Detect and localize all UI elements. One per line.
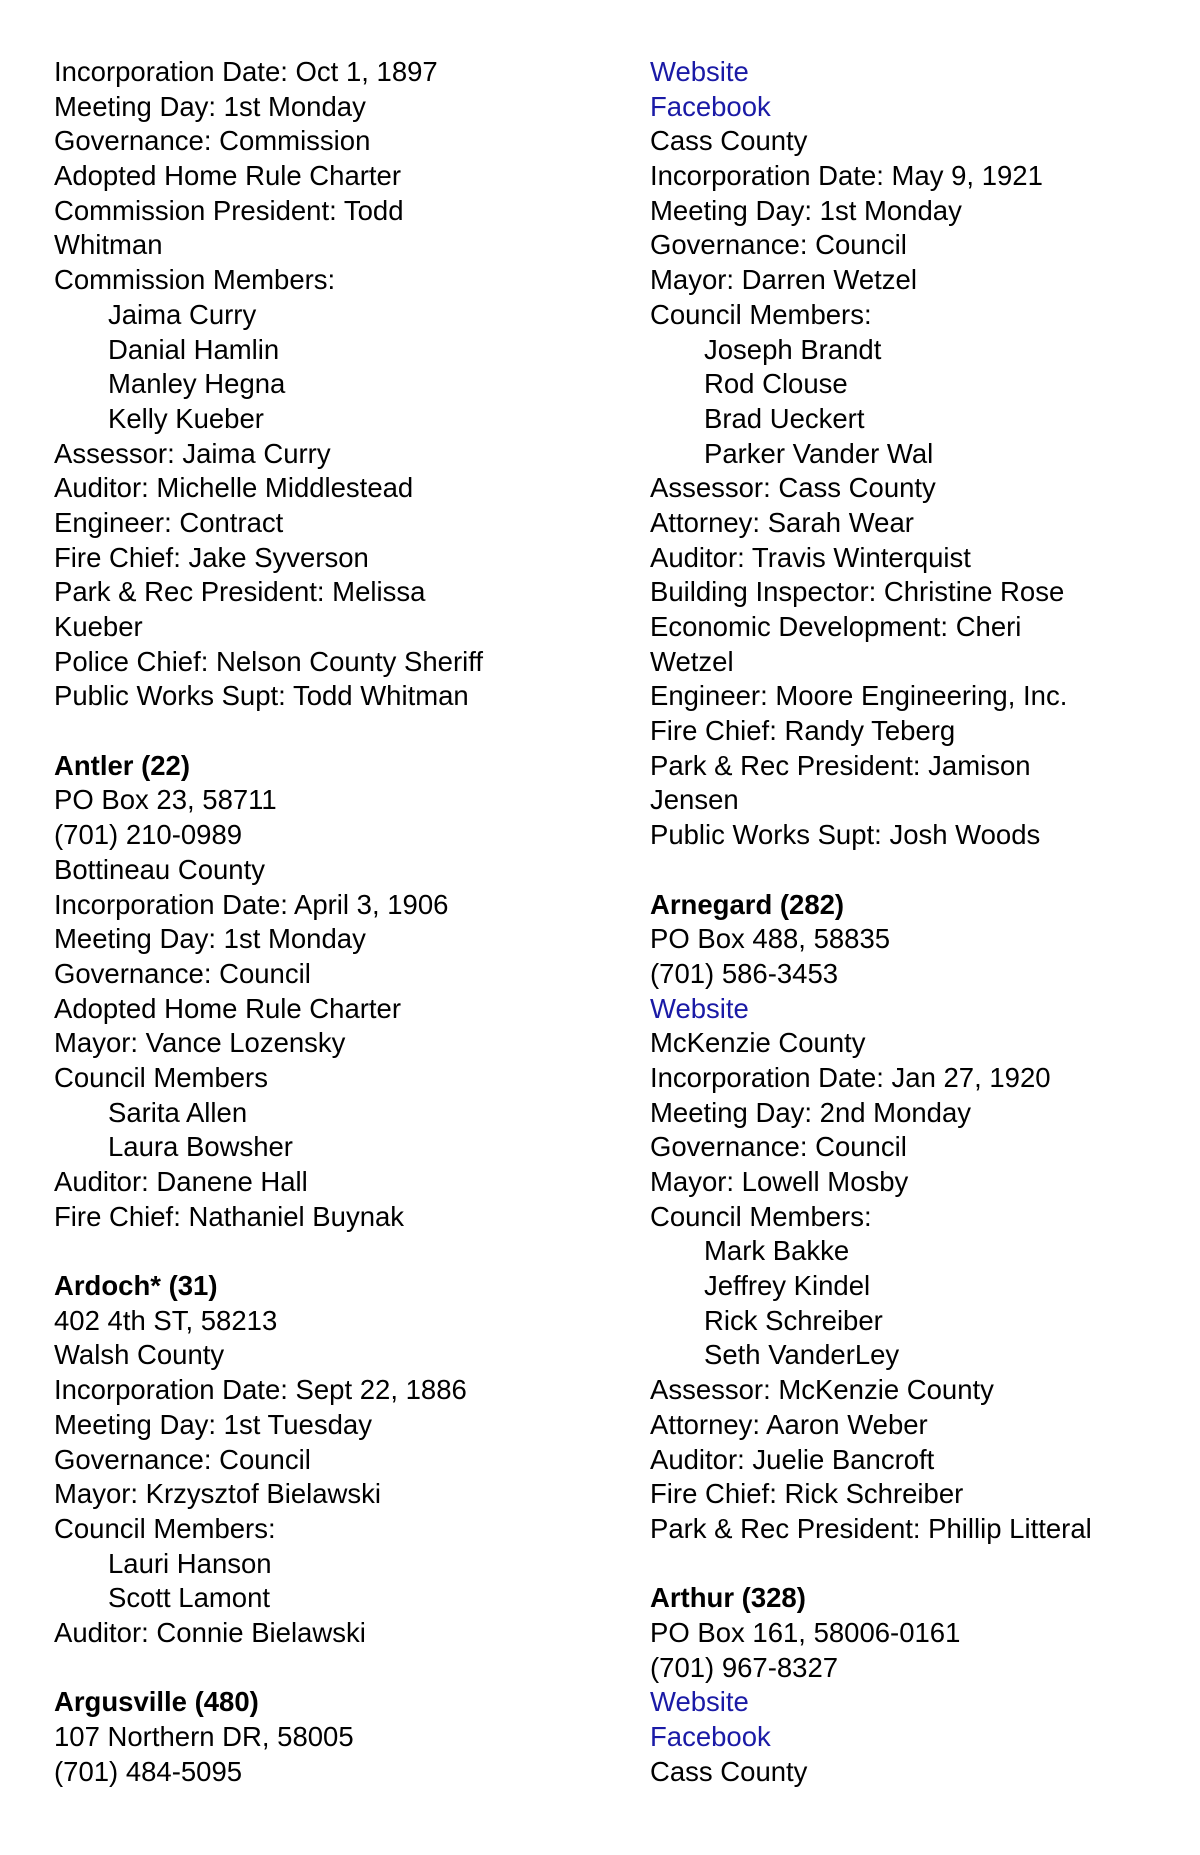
spacer <box>650 1547 1190 1582</box>
directory-line: 107 Northern DR, 58005 <box>54 1721 354 1752</box>
directory-line: Council Members: <box>54 1512 276 1544</box>
member-name: Scott Lamont <box>108 1582 271 1614</box>
directory-line: 402 4th ST, 58213 <box>54 1304 278 1336</box>
city-heading-ardoch-31: Ardoch* (31) <box>54 1270 218 1302</box>
facebook-link[interactable]: Facebook <box>650 1721 771 1752</box>
directory-line: Governance: Council <box>650 229 907 261</box>
member-name: Parker Vander Wal <box>704 437 934 469</box>
directory-line: PO Box 23, 58711 <box>54 784 277 816</box>
spacer <box>54 1234 614 1269</box>
directory-line: Auditor: Travis Winterquist <box>650 541 971 573</box>
spacer <box>54 1651 614 1686</box>
member-name: Danial Hamlin <box>108 333 280 365</box>
member-name: Rick Schreiber <box>704 1304 883 1336</box>
directory-line: Adopted Home Rule Charter <box>54 160 401 192</box>
directory-line: Auditor: Juelie Bancroft <box>650 1443 935 1475</box>
directory-line: Engineer: Moore Engineering, Inc. <box>650 680 1068 712</box>
website-link[interactable]: Website <box>650 56 749 87</box>
directory-line: Governance: Council <box>650 1131 907 1163</box>
directory-line: Mayor: Vance Lozensky <box>54 1027 346 1059</box>
member-name: Jaima Curry <box>108 298 257 330</box>
left-column <box>54 55 614 1789</box>
directory-line: Governance: Commission <box>54 125 371 157</box>
city-heading-arthur-328: Arthur (328) <box>650 1582 806 1614</box>
directory-line: Police Chief: Nelson County Sheriff <box>54 645 484 677</box>
directory-line: (701) 967-8327 <box>650 1651 839 1683</box>
directory-line: Attorney: Sarah Wear <box>650 506 914 538</box>
directory-line: (701) 586-3453 <box>650 957 839 989</box>
directory-line: Meeting Day: 1st Monday <box>650 194 962 226</box>
directory-line: Commission President: Todd <box>54 194 404 226</box>
directory-line: Fire Chief: Nathaniel Buynak <box>54 1200 405 1232</box>
directory-line: Fire Chief: Randy Teberg <box>650 715 956 747</box>
directory-line: Meeting Day: 1st Tuesday <box>54 1408 372 1440</box>
directory-line: Council Members: <box>650 1200 872 1232</box>
directory-line: Park & Rec President: Jamison <box>650 749 1031 781</box>
member-name: Jeffrey Kindel <box>704 1270 871 1302</box>
directory-line: Incorporation Date: Sept 22, 1886 <box>54 1374 467 1406</box>
directory-line: Council Members: <box>650 298 872 330</box>
directory-line: Assessor: Jaima Curry <box>54 437 331 469</box>
facebook-link[interactable]: Facebook <box>650 90 771 122</box>
directory-line: Walsh County <box>54 1339 225 1371</box>
directory-line: Cass County <box>650 1755 808 1787</box>
directory-line: Council Members <box>54 1061 268 1093</box>
directory-line: Auditor: Connie Bielawski <box>54 1616 366 1648</box>
directory-line: Incorporation Date: Jan 27, 1920 <box>650 1061 1051 1093</box>
directory-line: Park & Rec President: Melissa <box>54 576 426 608</box>
directory-line: Auditor: Michelle Middlestead <box>54 472 414 504</box>
city-heading-arnegard-282: Arnegard (282) <box>650 888 845 920</box>
directory-line: Assessor: McKenzie County <box>650 1374 994 1406</box>
directory-line: Governance: Council <box>54 957 311 989</box>
member-name: Sarita Allen <box>108 1096 248 1128</box>
directory-line: Whitman <box>54 229 163 261</box>
directory-line: Incorporation Date: April 3, 1906 <box>54 888 449 920</box>
directory-line: Incorporation Date: May 9, 1921 <box>650 160 1043 192</box>
member-name: Seth VanderLey <box>704 1339 900 1371</box>
directory-line: Assessor: Cass County <box>650 472 936 504</box>
directory-line: Mayor: Darren Wetzel <box>650 264 917 296</box>
directory-line: Adopted Home Rule Charter <box>54 992 401 1024</box>
right-column <box>650 55 1190 1789</box>
directory-line: Governance: Council <box>54 1443 311 1475</box>
spacer <box>650 853 1190 888</box>
directory-line: Wetzel <box>650 645 734 677</box>
directory-line: Incorporation Date: Oct 1, 1897 <box>54 56 438 87</box>
spacer <box>54 714 614 749</box>
directory-line: Fire Chief: Rick Schreiber <box>650 1478 964 1510</box>
directory-line: Building Inspector: Christine Rose <box>650 576 1065 608</box>
member-name: Brad Ueckert <box>704 402 865 434</box>
directory-line: Cass County <box>650 125 808 157</box>
member-name: Kelly Kueber <box>108 402 264 434</box>
directory-line: Mayor: Lowell Mosby <box>650 1166 909 1197</box>
directory-line: Meeting Day: 1st Monday <box>54 923 366 955</box>
directory-line: Meeting Day: 1st Monday <box>54 90 366 122</box>
website-link[interactable]: Website <box>650 992 749 1024</box>
directory-line: Kueber <box>54 611 143 642</box>
member-name: Mark Bakke <box>704 1235 850 1267</box>
city-heading-antler-22: Antler (22) <box>54 749 190 781</box>
directory-line: Public Works Supt: Todd Whitman <box>54 680 469 712</box>
directory-line: Meeting Day: 2nd Monday <box>650 1096 972 1128</box>
directory-line: Engineer: Contract <box>54 506 284 538</box>
directory-line: Economic Development: Cheri <box>650 611 1022 642</box>
directory-line: Public Works Supt: Josh Woods <box>650 819 1041 851</box>
directory-line: (701) 484-5095 <box>54 1755 243 1787</box>
member-name: Manley Hegna <box>108 368 286 400</box>
city-heading-argusville-480: Argusville (480) <box>54 1686 259 1718</box>
directory-line: Jensen <box>650 784 739 816</box>
directory-line: Bottineau County <box>54 853 265 885</box>
directory-line: (701) 210-0989 <box>54 819 243 851</box>
directory-line: Commission Members: <box>54 264 336 296</box>
member-name: Rod Clouse <box>704 368 848 400</box>
directory-line: Mayor: Krzysztof Bielawski <box>54 1478 382 1510</box>
member-name: Joseph Brandt <box>704 333 882 365</box>
member-name: Laura Bowsher <box>108 1131 293 1163</box>
directory-line: PO Box 161, 58006-0161 <box>650 1616 961 1648</box>
member-name: Lauri Hanson <box>108 1547 272 1579</box>
directory-line: PO Box 488, 58835 <box>650 923 891 955</box>
directory-line: Attorney: Aaron Weber <box>650 1408 928 1440</box>
directory-line: Auditor: Danene Hall <box>54 1166 308 1197</box>
website-link[interactable]: Website <box>650 1686 749 1718</box>
directory-line: Park & Rec President: Phillip Litteral <box>650 1512 1092 1544</box>
directory-line: Fire Chief: Jake Syverson <box>54 541 369 573</box>
directory-line: McKenzie County <box>650 1027 866 1059</box>
